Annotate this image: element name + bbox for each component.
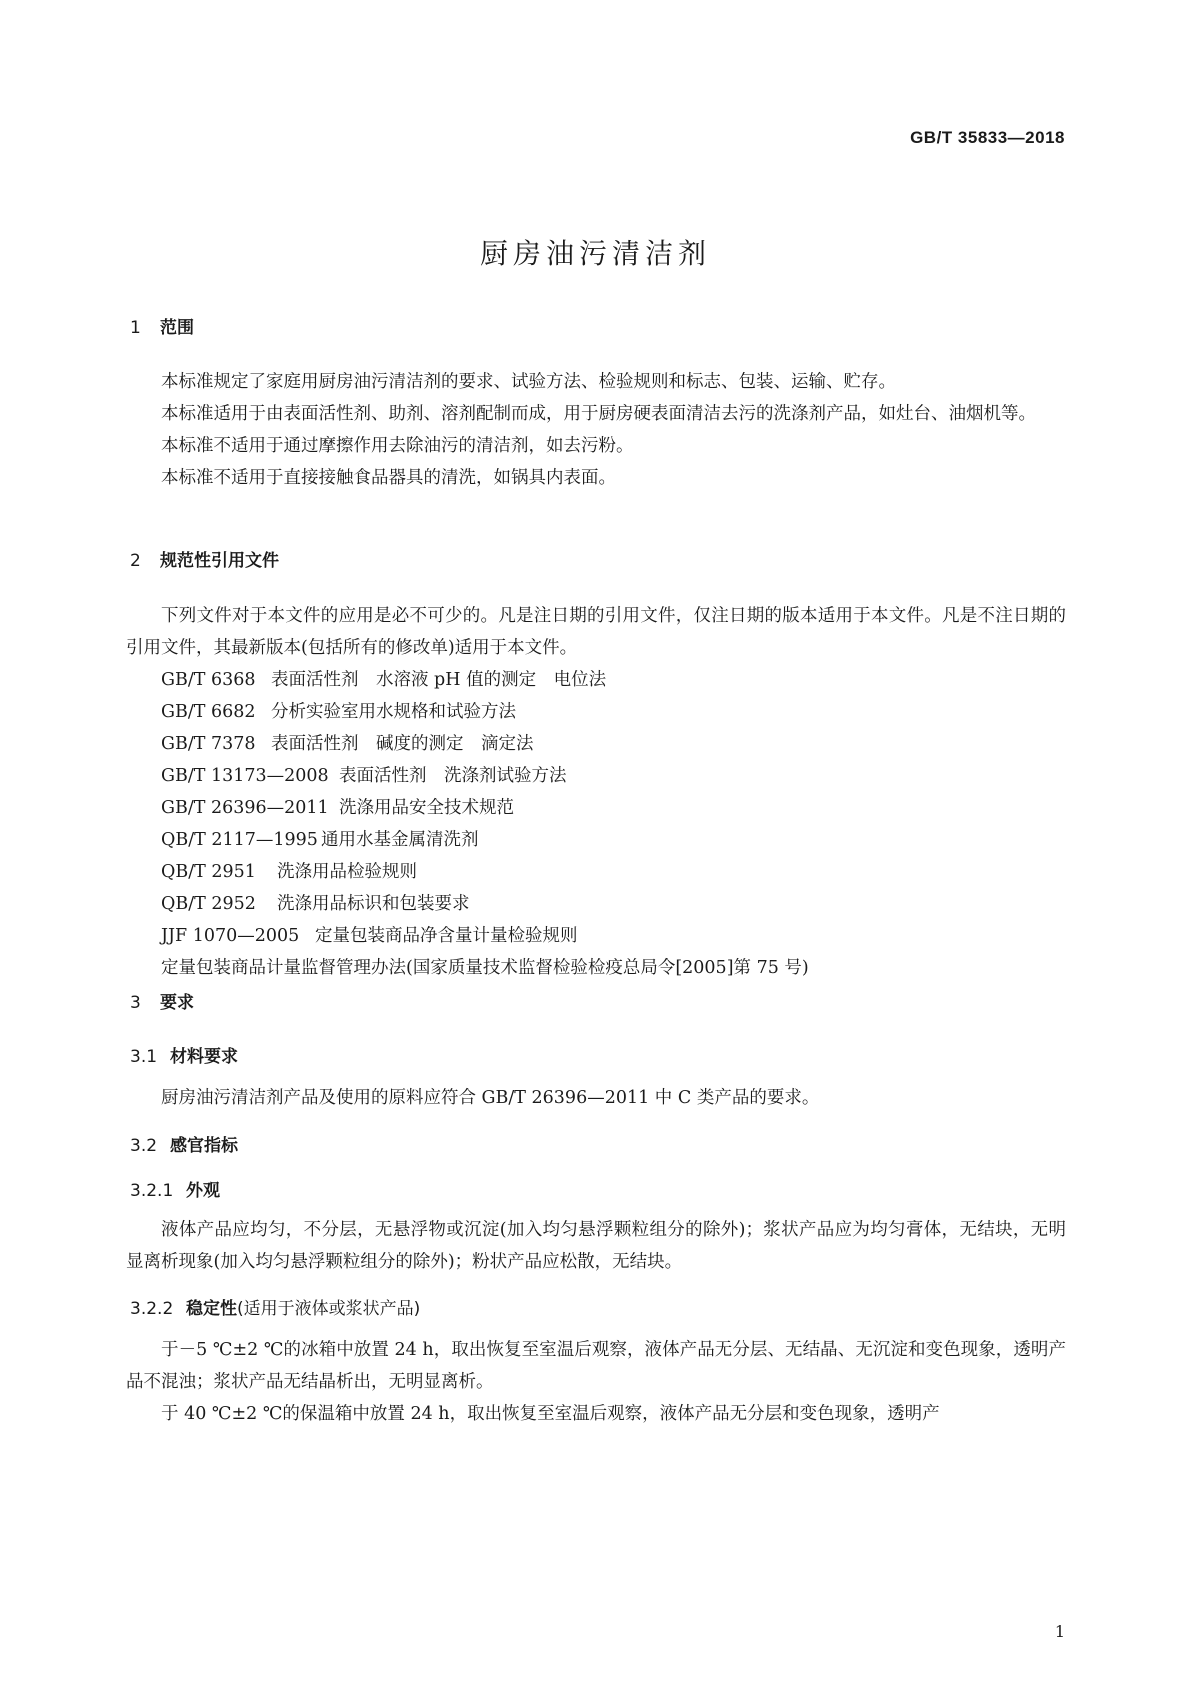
reference-code: GB/T 6368: [161, 670, 256, 690]
reference-title: 定量包装商品净含量计量检验规则: [315, 926, 578, 946]
reference-code: GB/T 13173—2008: [161, 766, 329, 786]
reference-item: [126, 888, 1066, 920]
section-title: 稳定性: [186, 1299, 237, 1319]
section-3-2-heading: [130, 1131, 238, 1156]
section-3-2-2-body: [126, 1334, 1066, 1430]
section-3-1-body: [126, 1082, 1066, 1114]
document-title: 厨房油污清洁剂: [479, 237, 711, 270]
reference-item: [126, 920, 1066, 952]
section-3-2-2-heading: [130, 1294, 420, 1319]
reference-code: QB/T 2952: [161, 894, 256, 914]
section-number: 3.1: [130, 1047, 158, 1067]
reference-item: [126, 728, 1066, 760]
section-title: 规范性引用文件: [160, 551, 279, 571]
reference-code: QB/T 2117—1995: [161, 830, 318, 850]
reference-title: 通用水基金属清洗剂: [321, 830, 479, 850]
section-1-heading: [130, 313, 194, 338]
reference-code: GB/T 6682: [161, 702, 256, 722]
section-2-body: [126, 600, 1066, 984]
section-number: 3.2.1: [130, 1181, 174, 1201]
reference-item: [126, 952, 1066, 984]
paragraph: 厨房油污清洁剂产品及使用的原料应符合 GB/T 26396—2011 中 C 类产品的要求。: [161, 1088, 820, 1108]
paragraph: 本标准规定了家庭用厨房油污清洁剂的要求、试验方法、检验规则和标志、包装、运输、贮存。: [161, 372, 896, 392]
section-title: 材料要求: [170, 1047, 238, 1067]
section-title: 范围: [160, 318, 194, 338]
section-number: 1: [130, 318, 141, 338]
section-title: 要求: [160, 993, 194, 1013]
section-number: 3: [130, 993, 141, 1013]
section-2-heading: [130, 546, 279, 571]
reference-item: [126, 696, 1066, 728]
section-3-2-1-body: [126, 1214, 1066, 1278]
reference-title: 表面活性剂 碱度的测定 滴定法: [271, 734, 534, 754]
paragraph: 本标准不适用于通过摩擦作用去除油污的清洁剂，如去污粉。: [161, 436, 634, 456]
reference-code: QB/T 2951: [161, 862, 256, 882]
section-3-heading: [130, 988, 194, 1013]
paragraph: 液体产品应均匀，不分层，无悬浮物或沉淀(加入均匀悬浮颗粒组分的除外)；浆状产品应为均匀膏体，无结块，无明显离析现象(加入均匀悬浮颗粒组分的除外)；粉状产品应松散，无结块。: [126, 1220, 1066, 1272]
reference-title: 定量包装商品计量监督管理办法(国家质量技术监督检验检疫总局令[2005]第 75 号): [161, 958, 809, 978]
reference-item: [126, 856, 1066, 888]
section-3-1-heading: [130, 1042, 238, 1067]
section-number: 3.2: [130, 1136, 158, 1156]
reference-item: [126, 792, 1066, 824]
reference-title: 洗涤用品标识和包装要求: [277, 894, 470, 914]
section-1-body: [126, 366, 1066, 494]
section-number: 2: [130, 551, 141, 571]
section-title: 感官指标: [170, 1136, 238, 1156]
reference-title: 分析实验室用水规格和试验方法: [271, 702, 516, 722]
reference-code: GB/T 26396—2011: [161, 798, 329, 818]
reference-title: 表面活性剂 洗涤剂试验方法: [339, 766, 567, 786]
reference-code: JJF 1070—2005: [161, 926, 300, 946]
section-title: 外观: [186, 1181, 220, 1201]
reference-title: 表面活性剂 水溶液 pH 值的测定 电位法: [271, 670, 607, 690]
section-3-2-1-heading: [130, 1176, 220, 1201]
reference-title: 洗涤用品安全技术规范: [339, 798, 514, 818]
reference-title: 洗涤用品检验规则: [277, 862, 417, 882]
section-number: 3.2.2: [130, 1299, 174, 1319]
paragraph: 下列文件对于本文件的应用是必不可少的。凡是注日期的引用文件，仅注日期的版本适用于本文件。凡是不注日期的引用文件，其最新版本(包括所有的修改单)适用于本文件。: [126, 606, 1066, 658]
section-title-note: (适用于液体或浆状产品): [237, 1299, 421, 1319]
paragraph: 于 40 ℃±2 ℃的保温箱中放置 24 h，取出恢复至室温后观察，液体产品无分层和变色现象，透明产: [161, 1404, 940, 1424]
page-number: 1: [1054, 1622, 1065, 1641]
paragraph: 本标准适用于由表面活性剂、助剂、溶剂配制而成，用于厨房硬表面清洁去污的洗涤剂产品，如灶台、油烟机等。: [161, 404, 1036, 424]
paragraph: 于－5 ℃±2 ℃的冰箱中放置 24 h，取出恢复至室温后观察，液体产品无分层、无结晶、无沉淀和变色现象，透明产品不混浊；浆状产品无结晶析出，无明显离析。: [126, 1340, 1066, 1392]
reference-item: [126, 664, 1066, 696]
paragraph: 本标准不适用于直接接触食品器具的清洗，如锅具内表面。: [161, 468, 616, 488]
standard-number: GB/T 35833—2018: [910, 128, 1065, 147]
reference-item: [126, 760, 1066, 792]
reference-code: GB/T 7378: [161, 734, 256, 754]
reference-item: [126, 824, 1066, 856]
